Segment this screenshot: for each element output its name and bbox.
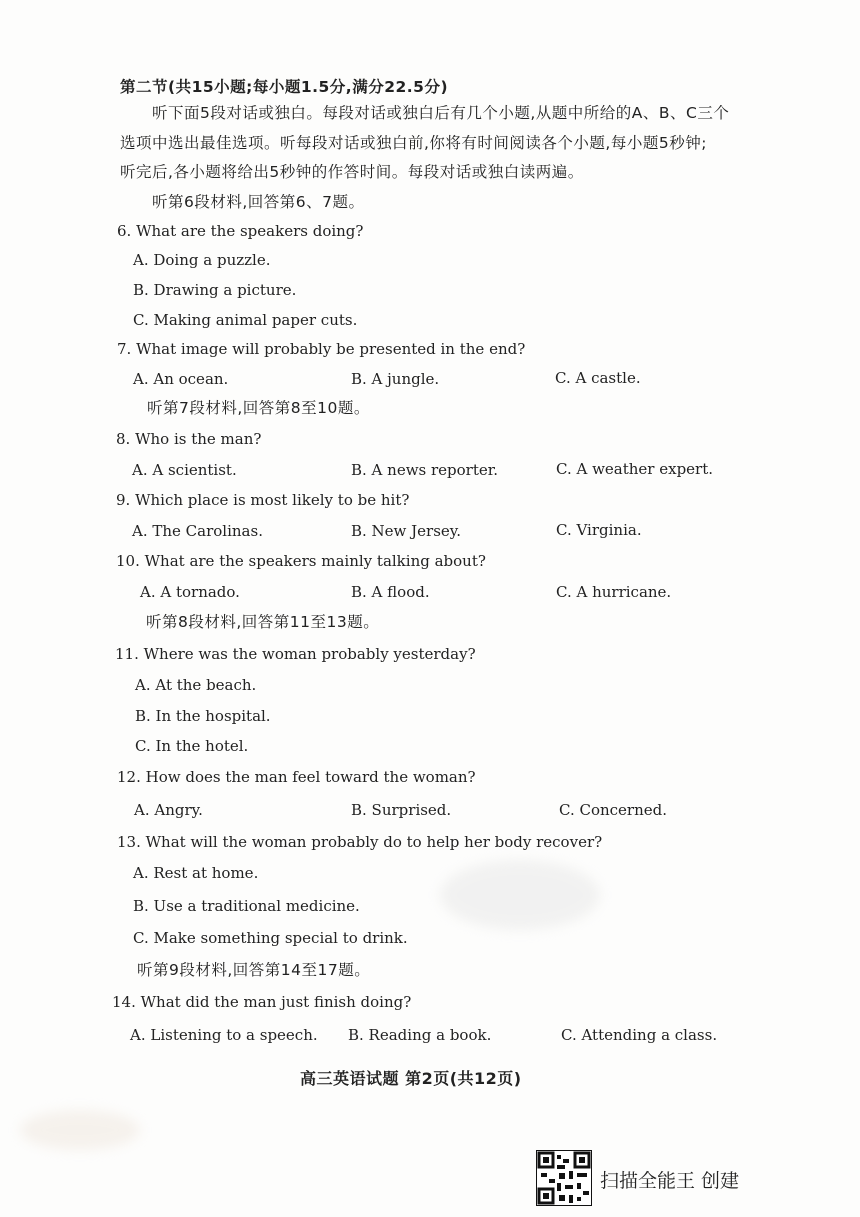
option-b: B. Use a traditional medicine. — [133, 897, 360, 915]
option-c: C. In the hotel. — [135, 737, 249, 755]
option-b: B. In the hospital. — [135, 707, 271, 725]
question-stem: 11. Where was the woman probably yesterday? — [115, 645, 476, 663]
question-stem: 8. Who is the man? — [116, 430, 262, 448]
material-heading: 听第7段材料,回答第8至10题。 — [147, 399, 370, 417]
question-stem: 14. What did the man just finish doing? — [112, 993, 412, 1011]
option-a: A. Rest at home. — [133, 864, 259, 882]
option-c: C. Virginia. — [556, 521, 642, 539]
option-b: B. A jungle. — [351, 370, 440, 388]
option-b: B. A news reporter. — [351, 461, 499, 479]
option-b: B. Surprised. — [351, 801, 452, 819]
material-heading: 听第9段材料,回答第14至17题。 — [137, 961, 371, 979]
option-b: B. A flood. — [351, 583, 430, 601]
option-b: B. New Jersey. — [351, 522, 462, 540]
instruction-line: 听完后,各小题将给出5秒钟的作答时间。每段对话或独白读两遍。 — [120, 163, 584, 181]
option-a: A. Listening to a speech. — [130, 1026, 318, 1044]
option-a: A. A tornado. — [140, 583, 240, 601]
option-c: C. Making animal paper cuts. — [133, 311, 358, 329]
question-stem: 12. How does the man feel toward the woman? — [117, 768, 476, 786]
option-a: A. At the beach. — [135, 676, 257, 694]
option-a: A. Angry. — [134, 801, 203, 819]
option-a: A. The Carolinas. — [132, 522, 263, 540]
option-a: A. A scientist. — [132, 461, 237, 479]
question-stem: 10. What are the speakers mainly talking about? — [116, 552, 486, 570]
option-c: C. Attending a class. — [561, 1026, 718, 1044]
instruction-line: 听下面5段对话或独白。每段对话或独白后有几个小题,从题中所给的A、B、C三个 — [152, 104, 730, 122]
section-header: 第二节(共15小题;每小题1.5分,满分22.5分) — [120, 78, 449, 96]
option-c: C. Concerned. — [559, 801, 668, 819]
option-b: B. Drawing a picture. — [133, 281, 297, 299]
qr-code-icon — [536, 1150, 592, 1206]
scanner-watermark-label: 扫描全能王 创建 — [600, 1170, 740, 1192]
option-a: A. An ocean. — [133, 370, 229, 388]
instruction-line: 选项中选出最佳选项。听每段对话或独白前,你将有时间阅读各个小题,每小题5秒钟; — [120, 134, 707, 152]
page-footer: 高三英语试题 第2页(共12页) — [300, 1069, 522, 1088]
option-c: C. A castle. — [555, 369, 641, 387]
scan-smudge — [440, 860, 600, 930]
material-heading: 听第8段材料,回答第11至13题。 — [146, 613, 380, 631]
material-heading: 听第6段材料,回答第6、7题。 — [152, 193, 365, 211]
question-stem: 13. What will the woman probably do to help her body recover? — [117, 833, 603, 851]
question-stem: 7. What image will probably be presented in the end? — [117, 340, 526, 358]
option-b: B. Reading a book. — [348, 1026, 492, 1044]
question-stem: 9. Which place is most likely to be hit? — [116, 491, 410, 509]
option-a: A. Doing a puzzle. — [133, 251, 271, 269]
scan-smudge — [20, 1110, 140, 1150]
option-c: C. A weather expert. — [556, 460, 714, 478]
option-c: C. Make something special to drink. — [133, 929, 408, 947]
question-stem: 6. What are the speakers doing? — [117, 222, 364, 240]
option-c: C. A hurricane. — [556, 583, 672, 601]
